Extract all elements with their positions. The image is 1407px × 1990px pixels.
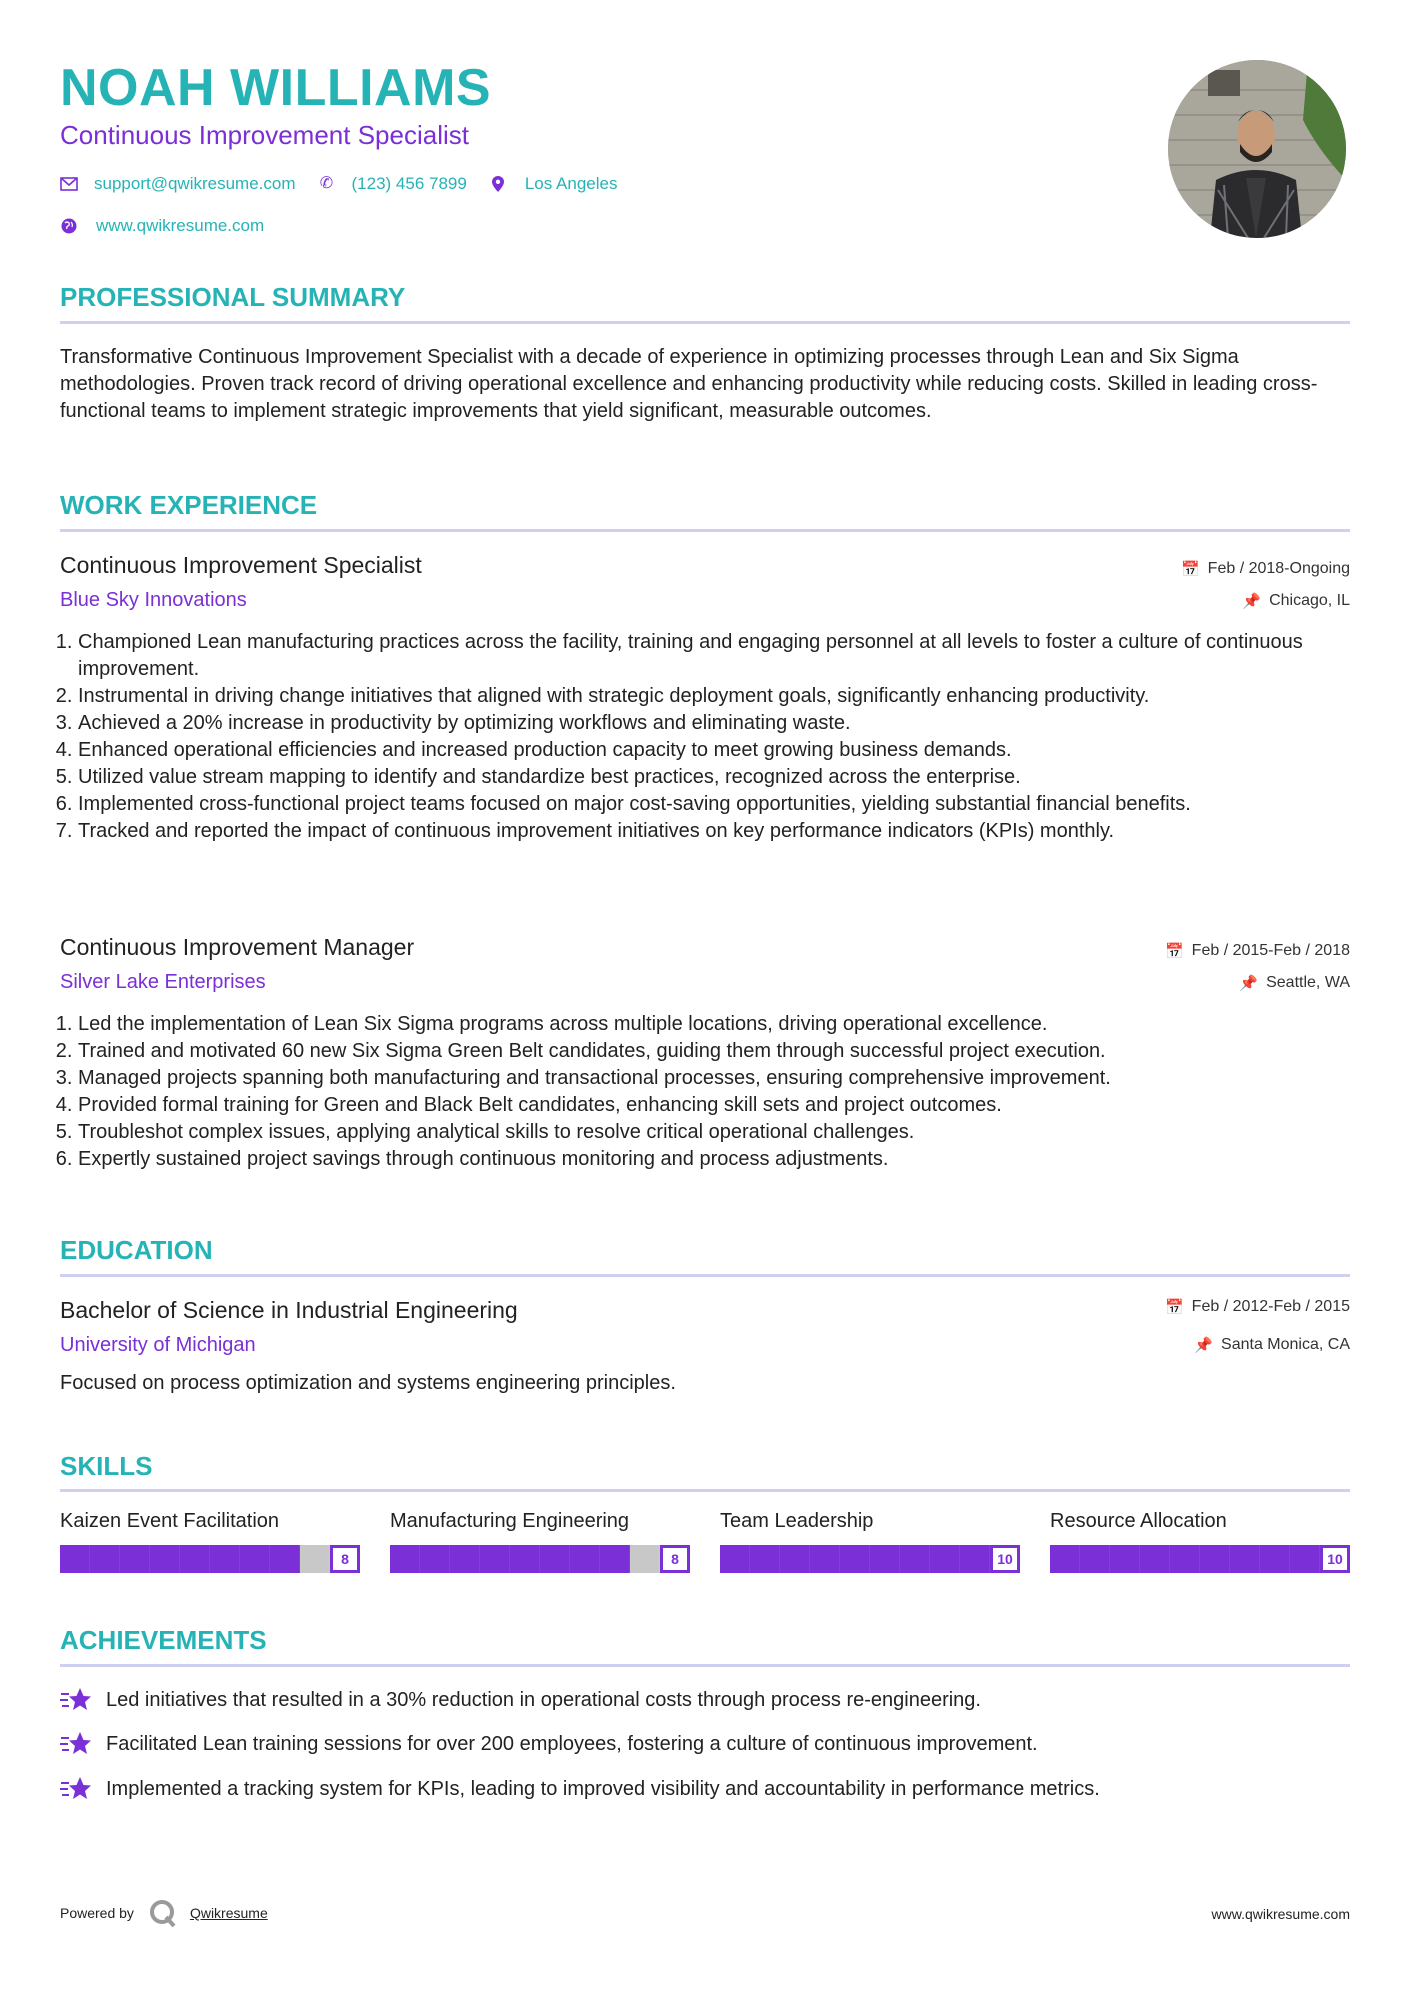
skill-level-bar [390, 1545, 690, 1573]
skill-bar-segment [270, 1545, 300, 1573]
education-section-title: EDUCATION [60, 1235, 213, 1265]
skill-item [720, 1510, 1020, 1573]
skill-bar-segment [840, 1545, 870, 1573]
achievement-item [60, 1775, 1100, 1803]
job-bullet-item: 4. Enhanced operational efficiencies and increased production capacity to meet growing business demands. [78, 737, 1368, 764]
contact-email[interactable] [60, 174, 296, 194]
skill-bar-segment [600, 1545, 630, 1573]
phone-icon: ✆ [319, 175, 334, 192]
skill-bar-segment [210, 1545, 240, 1573]
calendar-icon: 📅 [1164, 1299, 1184, 1316]
contact-phone[interactable] [318, 174, 467, 194]
job-2-location-text: Seattle, WA [1266, 974, 1350, 991]
job-bullet-item: 6. Implemented cross-functional project teams focused on major cost-saving opportunities, yielding substantial financial benefits. [78, 791, 1368, 818]
skill-bar-segment [810, 1545, 840, 1573]
achievement-item [60, 1686, 981, 1714]
website-text: www.qwikresume.com [96, 216, 265, 235]
contact-location [489, 174, 618, 194]
powered-by-label: Powered by [60, 1905, 134, 1921]
job-bullet-item: 6. Expertly sustained project savings through continuous monitoring and process adjustments. [78, 1146, 1368, 1173]
skill-bar-segment [900, 1545, 930, 1573]
skill-level-bar [1050, 1545, 1350, 1573]
skill-bar-segment [720, 1545, 750, 1573]
job-bullet-item: 5. Troubleshot complex issues, applying analytical skills to resolve critical operational challenges. [78, 1119, 1368, 1146]
education-location-text: Santa Monica, CA [1221, 1336, 1350, 1353]
skill-bar-segment [420, 1545, 450, 1573]
profile-photo [1168, 60, 1346, 238]
summary-text: Transformative Continuous Improvement Specialist with a decade of experience in optimizing processes through Lean and Six Sigma methodologies. Proven track record of driving operational excellence and enhancing productivity while reducing costs. Skilled in leading cross-functional teams to implement strategic improvements that yield significant, measurable outcomes. [60, 346, 1318, 422]
job-bullet-item: 1. Led the implementation of Lean Six Sigma programs across multiple locations, driving operational excellence. [78, 1011, 1368, 1038]
skill-level-badge: 8 [660, 1545, 690, 1573]
education-degree: Bachelor of Science in Industrial Engineering [60, 1297, 518, 1323]
job-bullet-item: 1. Championed Lean manufacturing practices across the facility, training and engaging personnel at all levels to foster a culture of continuous improvement. [78, 629, 1368, 683]
qwikresume-brand-link[interactable]: Qwikresume [189, 1905, 268, 1921]
job-2-dates [1165, 942, 1350, 960]
star-icon [60, 1730, 92, 1758]
skill-name: Resource Allocation [1050, 1510, 1227, 1532]
pin-icon: 📌 [1239, 975, 1259, 992]
contact-row-2 [60, 216, 286, 236]
skill-bar-segment [390, 1545, 420, 1573]
job-1-dates [1181, 560, 1350, 578]
job-bullet-item: 2. Instrumental in driving change initiatives that aligned with strategic deployment goals, significantly enhancing productivity. [78, 683, 1368, 710]
education-divider [60, 1274, 1350, 1277]
skill-name: Manufacturing Engineering [390, 1510, 630, 1532]
skill-bar-segment [240, 1545, 270, 1573]
job-2-bullet-list [60, 1011, 1368, 1173]
skill-bar-segment [120, 1545, 150, 1573]
contact-row-1 [60, 174, 639, 194]
job-1-dates-text: Feb / 2018-Ongoing [1207, 560, 1350, 577]
skill-name: Team Leadership [720, 1510, 874, 1532]
star-icon [60, 1775, 92, 1803]
skill-level-bar [60, 1545, 360, 1573]
job-2-dates-text: Feb / 2015-Feb / 2018 [1191, 942, 1350, 959]
job-1-bullet-list [60, 629, 1368, 845]
skill-bar-segment [1290, 1545, 1320, 1573]
education-description: Focused on process optimization and systems engineering principles. [60, 1372, 676, 1394]
skill-bar-segment [570, 1545, 600, 1573]
education-location [1194, 1336, 1350, 1354]
skill-bar-segment [1080, 1545, 1110, 1573]
calendar-icon: 📅 [1164, 943, 1184, 960]
achievement-text: Led initiatives that resulted in a 30% reduction in operational costs through process re-engineering. [106, 1688, 981, 1711]
skills-section-title: SKILLS [60, 1451, 153, 1481]
job-bullet-item: 3. Managed projects spanning both manufacturing and transactional processes, ensuring comprehensive improvement. [78, 1065, 1368, 1092]
skill-item [390, 1510, 690, 1573]
skill-bar-segment [930, 1545, 960, 1573]
job-1-company: Blue Sky Innovations [60, 589, 247, 611]
skill-bar-segment [450, 1545, 480, 1573]
skill-bar-segment [780, 1545, 810, 1573]
envelope-icon [60, 176, 78, 192]
location-text: Los Angeles [524, 174, 618, 193]
phone-text: (123) 456 7899 [351, 174, 467, 193]
job-bullet-item: 2. Trained and motivated 60 new Six Sigma Green Belt candidates, guiding them through successful project execution. [78, 1038, 1368, 1065]
calendar-icon: 📅 [1180, 561, 1200, 578]
footer-website[interactable]: www.qwikresume.com [1211, 1906, 1350, 1922]
job-bullet-item: 4. Provided formal training for Green and Black Belt candidates, enhancing skill sets and project outcomes. [78, 1092, 1368, 1119]
education-school: University of Michigan [60, 1334, 256, 1356]
achievements-divider [60, 1664, 1350, 1667]
candidate-name: NOAH WILLIAMS [60, 59, 492, 117]
skill-item [1050, 1510, 1350, 1573]
job-1-role: Continuous Improvement Specialist [60, 552, 422, 578]
skill-bar-segment [630, 1545, 660, 1573]
skill-bar-segment [150, 1545, 180, 1573]
skill-bar-segment [510, 1545, 540, 1573]
skill-bar-segment [870, 1545, 900, 1573]
skill-bar-segment [60, 1545, 90, 1573]
education-dates [1165, 1298, 1350, 1316]
job-bullet-item: 3. Achieved a 20% increase in productivity by optimizing workflows and eliminating waste. [78, 710, 1368, 737]
skill-name: Kaizen Event Facilitation [60, 1510, 280, 1532]
footer-powered-by [60, 1898, 268, 1928]
achievement-text: Implemented a tracking system for KPIs, leading to improved visibility and accountability in performance metrics. [106, 1777, 1100, 1800]
skill-bar-segment [540, 1545, 570, 1573]
skill-item [60, 1510, 360, 1573]
skill-level-badge: 8 [330, 1545, 360, 1573]
map-marker-icon [489, 176, 507, 192]
summary-divider [60, 321, 1350, 324]
achievement-text: Facilitated Lean training sessions for over 200 employees, fostering a culture of continuous improvement. [106, 1732, 1038, 1755]
skill-bar-segment [480, 1545, 510, 1573]
skill-level-bar [720, 1545, 1020, 1573]
email-text: support@qwikresume.com [94, 174, 296, 193]
skill-bar-segment [1050, 1545, 1080, 1573]
skill-bar-segment [1200, 1545, 1230, 1573]
qwikresume-logo-icon [148, 1898, 178, 1928]
skill-bar-segment [1260, 1545, 1290, 1573]
education-dates-text: Feb / 2012-Feb / 2015 [1191, 1298, 1350, 1315]
contact-website[interactable] [60, 216, 264, 236]
skill-bar-segment [1110, 1545, 1140, 1573]
profile-photo-image [1168, 60, 1346, 238]
candidate-job-title: Continuous Improvement Specialist [60, 120, 469, 150]
job-2-company: Silver Lake Enterprises [60, 971, 266, 993]
job-bullet-item: 5. Utilized value stream mapping to identify and standardize best practices, recognized across the enterprise. [78, 764, 1368, 791]
star-icon [60, 1686, 92, 1714]
experience-divider [60, 529, 1350, 532]
skill-level-badge: 10 [1320, 1545, 1350, 1573]
experience-section-title: WORK EXPERIENCE [60, 490, 318, 520]
skill-bar-segment [750, 1545, 780, 1573]
skill-bar-segment [90, 1545, 120, 1573]
achievements-section-title: ACHIEVEMENTS [60, 1625, 267, 1655]
skill-bar-segment [300, 1545, 330, 1573]
globe-icon [60, 218, 78, 234]
summary-section-title: PROFESSIONAL SUMMARY [60, 282, 406, 312]
pin-icon: 📌 [1242, 593, 1262, 610]
skill-bar-segment [1140, 1545, 1170, 1573]
achievement-item [60, 1730, 1038, 1758]
job-bullet-item: 7. Tracked and reported the impact of continuous improvement initiatives on key performance indicators (KPIs) monthly. [78, 818, 1368, 845]
job-2-location [1239, 974, 1350, 992]
skill-bar-segment [960, 1545, 990, 1573]
skill-level-badge: 10 [990, 1545, 1020, 1573]
pin-icon: 📌 [1194, 1337, 1214, 1354]
skills-divider [60, 1489, 1350, 1492]
skill-bar-segment [1230, 1545, 1260, 1573]
job-1-location [1242, 592, 1350, 610]
job-2-role: Continuous Improvement Manager [60, 934, 415, 960]
skill-bar-segment [1170, 1545, 1200, 1573]
job-1-location-text: Chicago, IL [1269, 592, 1350, 609]
skill-bar-segment [180, 1545, 210, 1573]
